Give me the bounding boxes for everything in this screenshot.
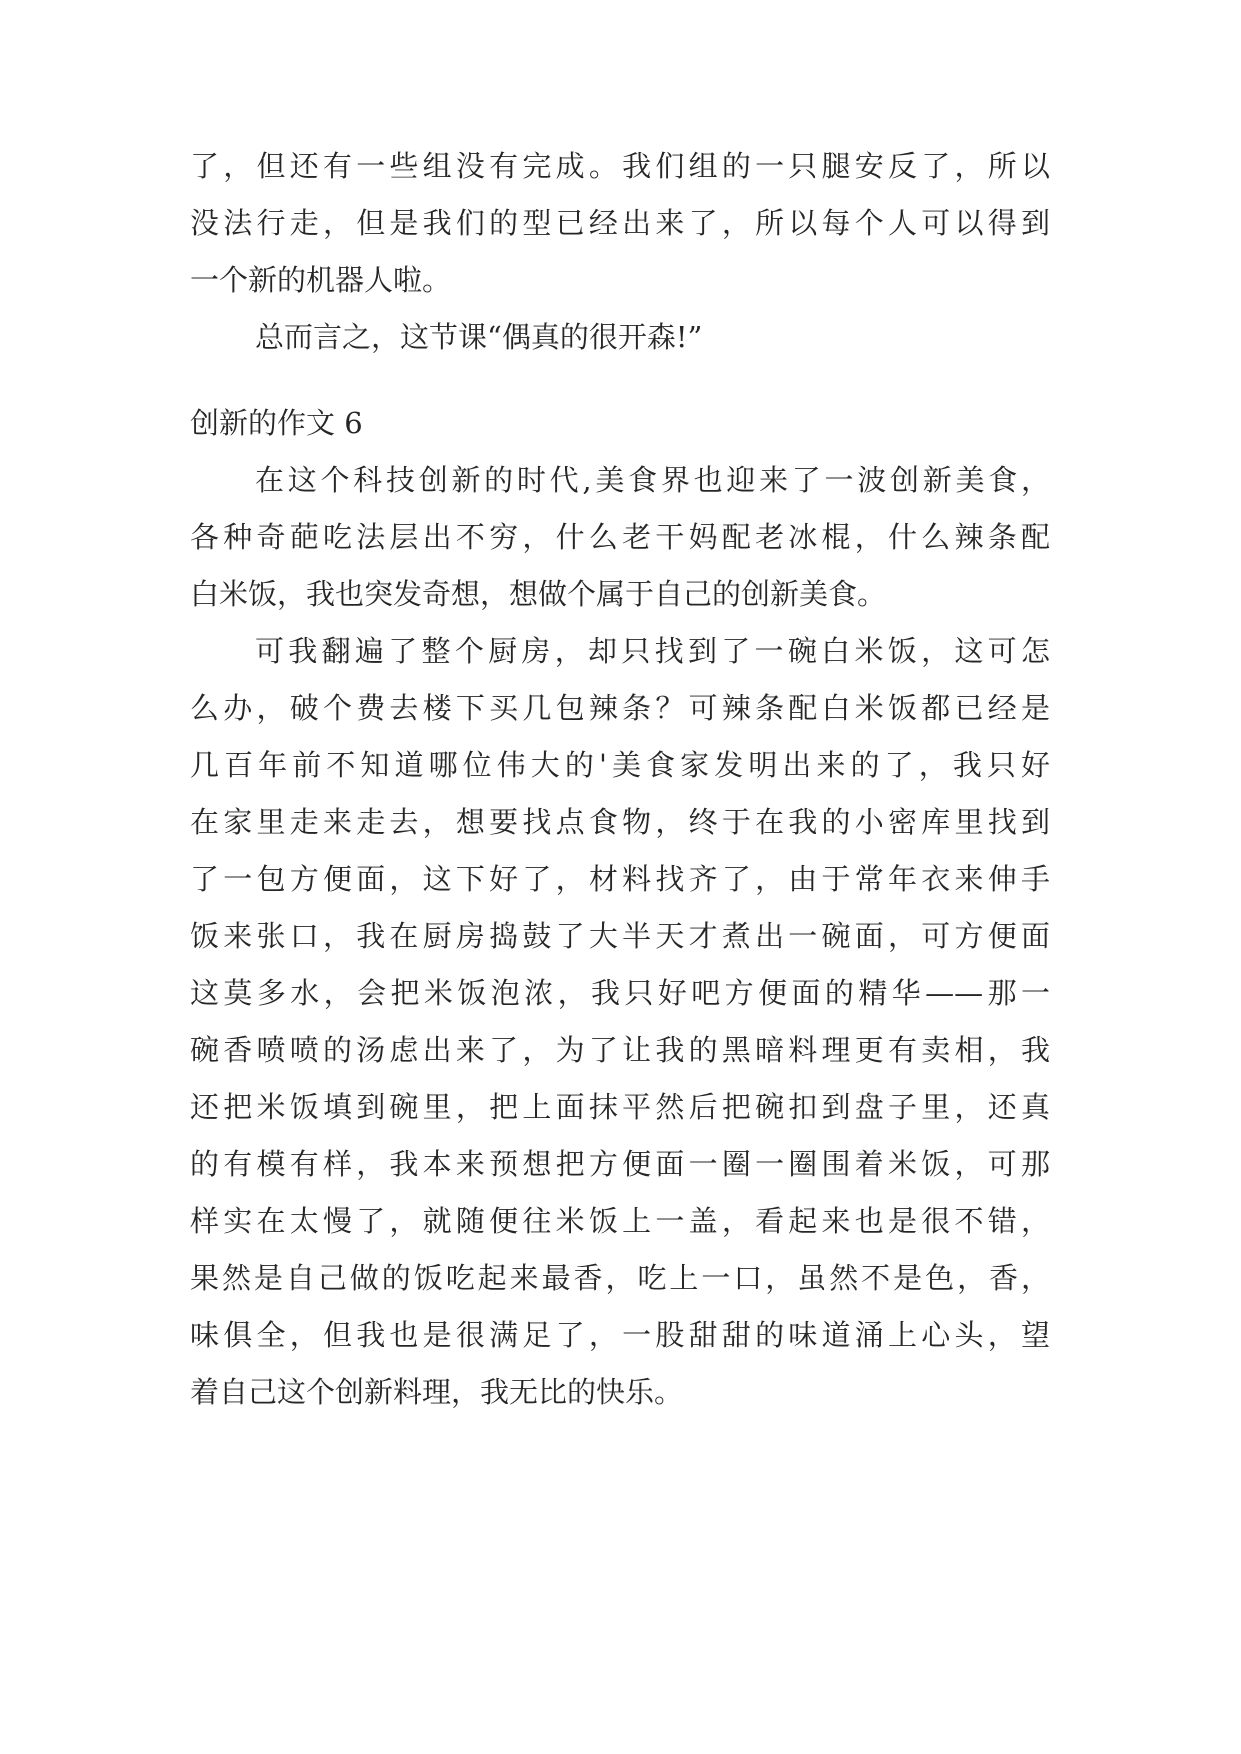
paragraph-line: 样实在太慢了，就随便往米饭上一盖，看起来也是很不错， <box>190 1204 1050 1238</box>
paragraph-line: 的有模有样，我本来预想把方便面一圈一圈围着米饭，可那 <box>190 1147 1050 1181</box>
paragraph-line: 着自己这个创新料理，我无比的快乐。 <box>190 1375 684 1409</box>
paragraph-line: 在这个科技创新的时代,美食界也迎来了一波创新美食， <box>255 463 1050 497</box>
intro-line: 了，但还有一些组没有完成。我们组的一只腿安反了，所以 <box>190 149 1050 183</box>
paragraph-line: 这莫多水，会把米饭泡浓，我只好吧方便面的精华——那一 <box>190 976 1050 1010</box>
paragraph-line: 果然是自己做的饭吃起来最香，吃上一口，虽然不是色，香， <box>190 1261 1050 1295</box>
paragraph-line: 了一包方便面，这下好了，材料找齐了，由于常年衣来伸手 <box>190 862 1050 896</box>
paragraph-line: 么办，破个费去楼下买几包辣条？可辣条配白米饭都已经是 <box>190 691 1050 725</box>
intro-line: 一个新的机器人啦。 <box>190 263 452 297</box>
intro-conclusion: 总而言之，这节课“偶真的很开森!” <box>255 320 703 354</box>
paragraph-line: 几百年前不知道哪位伟大的'美食家发明出来的了，我只好 <box>190 748 1050 782</box>
paragraph-line: 在家里走来走去，想要找点食物，终于在我的小密库里找到 <box>190 805 1050 839</box>
section-title: 创新的作文 6 <box>190 406 363 440</box>
paragraph-line: 还把米饭填到碗里，把上面抹平然后把碗扣到盘子里，还真 <box>190 1090 1050 1124</box>
paragraph-line: 白米饭，我也突发奇想，想做个属于自己的创新美食。 <box>190 577 887 611</box>
intro-line: 没法行走，但是我们的型已经出来了，所以每个人可以得到 <box>190 206 1050 240</box>
paragraph-line: 饭来张口，我在厨房捣鼓了大半天才煮出一碗面，可方便面 <box>190 919 1050 953</box>
paragraph-line: 碗香喷喷的汤虑出来了，为了让我的黑暗料理更有卖相，我 <box>190 1033 1050 1067</box>
paragraph-line: 可我翻遍了整个厨房，却只找到了一碗白米饭，这可怎 <box>255 634 1050 668</box>
paragraph-line: 各种奇葩吃法层出不穷，什么老干妈配老冰棍，什么辣条配 <box>190 520 1050 554</box>
paragraph-line: 味俱全，但我也是很满足了，一股甜甜的味道涌上心头，望 <box>190 1318 1050 1352</box>
